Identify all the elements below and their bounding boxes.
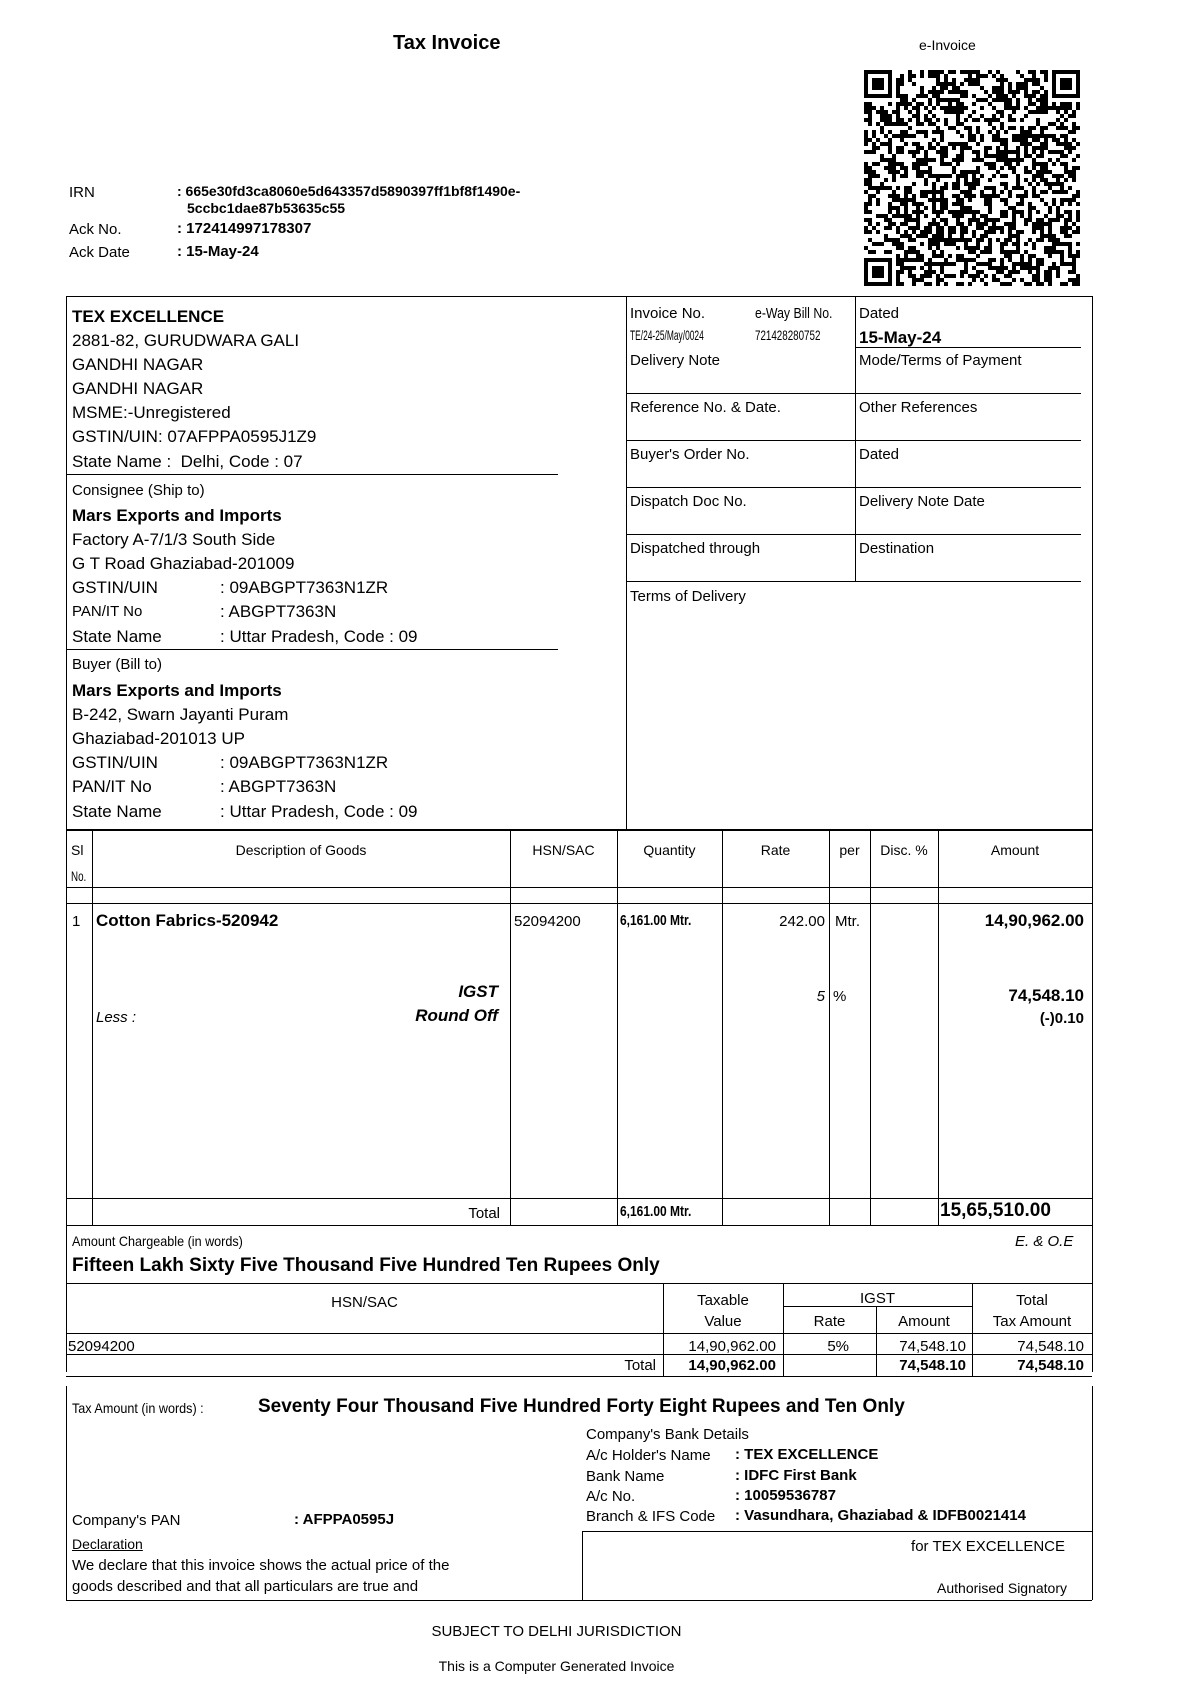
dispatched-through-label: Dispatched through bbox=[630, 540, 761, 557]
tax-total-header-2: Tax Amount bbox=[992, 1313, 1072, 1330]
buyer-address: B-242, Swarn Jayanti Puram bbox=[72, 705, 289, 724]
mode-terms-label: Mode/Terms of Payment bbox=[859, 352, 1022, 369]
tax-total-taxable: 14,90,962.00 bbox=[688, 1357, 776, 1374]
dated-value: 15-May-24 bbox=[859, 328, 942, 347]
tax-taxable-header: Taxable bbox=[697, 1292, 749, 1309]
col-description-header: Description of Goods bbox=[235, 842, 367, 858]
col-rate-header: Rate bbox=[760, 842, 791, 858]
seller-gstin: GSTIN/UIN: 07AFPPA0595J1Z9 bbox=[72, 427, 317, 446]
col-sl-header: Sl bbox=[71, 842, 84, 858]
igst-amount: 74,548.10 bbox=[1008, 986, 1084, 1005]
item-per: Mtr. bbox=[835, 913, 860, 930]
bank-name-value: : IDFC First Bank bbox=[735, 1467, 857, 1484]
igst-label: IGST bbox=[458, 982, 498, 1001]
buyer-pan-value: : ABGPT7363N bbox=[220, 777, 337, 796]
eoe-label: E. & O.E bbox=[1015, 1233, 1074, 1250]
tax-row-rate: 5% bbox=[827, 1338, 849, 1355]
col-quantity-header: Quantity bbox=[643, 842, 696, 858]
account-no-label: A/c No. bbox=[586, 1488, 636, 1505]
buyer-address: Ghaziabad-201013 UP bbox=[72, 729, 245, 748]
item-description: Cotton Fabrics-520942 bbox=[96, 911, 279, 930]
dated-label: Dated bbox=[859, 305, 900, 322]
less-label: Less : bbox=[96, 1009, 137, 1026]
einvoice-label: e-Invoice bbox=[919, 37, 976, 53]
consignee-address: G T Road Ghaziabad-201009 bbox=[72, 554, 295, 573]
irn-label: IRN bbox=[69, 184, 95, 201]
seller-line: GANDHI NAGAR bbox=[72, 355, 204, 374]
tax-igst-header: IGST bbox=[859, 1290, 895, 1307]
bank-details-heading: Company's Bank Details bbox=[586, 1426, 749, 1443]
item-hsn: 52094200 bbox=[514, 913, 581, 930]
seller-state: State Name : Delhi, Code : 07 bbox=[72, 452, 303, 471]
authorised-signatory-label: Authorised Signatory bbox=[937, 1580, 1067, 1596]
igst-rate: 5 bbox=[816, 988, 825, 1005]
tax-row-total: 74,548.10 bbox=[1017, 1338, 1084, 1355]
tax-hsn-header: HSN/SAC bbox=[331, 1294, 398, 1311]
company-pan-label: Company's PAN bbox=[72, 1512, 181, 1529]
branch-ifs-label: Branch & IFS Code bbox=[586, 1508, 716, 1525]
invoice-no-value: TE/24-25/May/0024 bbox=[630, 327, 704, 343]
qr-code bbox=[864, 70, 1080, 286]
order-dated-label: Dated bbox=[859, 446, 900, 463]
items-total-label: Total bbox=[468, 1205, 500, 1222]
account-no-value: : 10059536787 bbox=[735, 1487, 836, 1504]
tax-total-total: 74,548.10 bbox=[1017, 1357, 1084, 1374]
company-pan-value: : AFPPA0595J bbox=[294, 1511, 395, 1528]
col-disc-header: Disc. % bbox=[880, 842, 928, 858]
amount-words-label: Amount Chargeable (in words) bbox=[72, 1233, 243, 1249]
round-off-amount: (-)0.10 bbox=[1039, 1010, 1084, 1027]
declaration-text: We declare that this invoice shows the actual price of the bbox=[72, 1557, 450, 1574]
col-amount-header: Amount bbox=[990, 842, 1040, 858]
ack-date-value: : 15-May-24 bbox=[177, 243, 259, 260]
declaration-heading: Declaration bbox=[72, 1536, 143, 1552]
bank-holder-label: A/c Holder's Name bbox=[586, 1447, 711, 1464]
tax-taxable-header-2: Value bbox=[704, 1313, 742, 1330]
seller-name: TEX EXCELLENCE bbox=[72, 307, 225, 326]
buyer-heading: Buyer (Bill to) bbox=[72, 656, 163, 673]
tax-amount-header: Amount bbox=[898, 1313, 950, 1330]
tax-row-hsn: 52094200 bbox=[68, 1338, 135, 1355]
seller-line: 2881-82, GURUDWARA GALI bbox=[72, 331, 300, 350]
bank-name-label: Bank Name bbox=[586, 1468, 665, 1485]
consignee-gstin-value: : 09ABGPT7363N1ZR bbox=[220, 578, 389, 597]
tax-total-label: Total bbox=[624, 1357, 656, 1374]
items-total-amount: 15,65,510.00 bbox=[940, 1200, 1051, 1221]
item-quantity: 6,161.00 Mtr. bbox=[620, 912, 692, 929]
consignee-state-value: : Uttar Pradesh, Code : 09 bbox=[220, 627, 418, 646]
seller-line: GANDHI NAGAR bbox=[72, 379, 204, 398]
buyer-gstin-value: : 09ABGPT7363N1ZR bbox=[220, 753, 389, 772]
consignee-gstin-label: GSTIN/UIN bbox=[72, 578, 158, 597]
buyer-name: Mars Exports and Imports bbox=[72, 681, 282, 700]
bank-holder-value: : TEX EXCELLENCE bbox=[735, 1446, 879, 1463]
eway-bill-label: e-Way Bill No. bbox=[755, 305, 833, 322]
consignee-name: Mars Exports and Imports bbox=[72, 506, 282, 525]
seller-line: MSME:-Unregistered bbox=[72, 403, 231, 422]
col-per-header: per bbox=[839, 842, 860, 858]
computer-generated-text: This is a Computer Generated Invoice bbox=[438, 1658, 675, 1674]
reference-label: Reference No. & Date. bbox=[630, 399, 781, 416]
delivery-note-label: Delivery Note bbox=[630, 352, 721, 369]
dispatch-doc-label: Dispatch Doc No. bbox=[630, 493, 747, 510]
tax-row-amount: 74,548.10 bbox=[899, 1338, 966, 1355]
tax-total-amount: 74,548.10 bbox=[899, 1357, 966, 1374]
destination-label: Destination bbox=[859, 540, 935, 557]
declaration-text: goods described and that all particulars are true and bbox=[72, 1578, 419, 1595]
tax-row-taxable: 14,90,962.00 bbox=[688, 1338, 776, 1355]
item-rate: 242.00 bbox=[779, 913, 825, 930]
branch-ifs-value: : Vasundhara, Ghaziabad & IDFB0021414 bbox=[735, 1507, 1026, 1524]
buyer-gstin-label: GSTIN/UIN bbox=[72, 753, 158, 772]
eway-bill-value: 721428280752 bbox=[755, 327, 821, 343]
igst-percent: % bbox=[833, 988, 847, 1005]
consignee-pan-label: PAN/IT No bbox=[72, 603, 143, 620]
ack-no-value: : 172414997178307 bbox=[177, 220, 312, 237]
irn-value-line1: : 665e30fd3ca8060e5d643357d5890397ff1bf8f1490e- bbox=[177, 183, 521, 199]
consignee-state-label: State Name bbox=[72, 627, 162, 646]
other-references-label: Other References bbox=[859, 399, 978, 416]
buyer-pan-label: PAN/IT No bbox=[72, 777, 152, 796]
tax-rate-header: Rate bbox=[813, 1313, 846, 1330]
round-off-label: Round Off bbox=[415, 1006, 498, 1025]
tax-total-header: Total bbox=[1016, 1292, 1048, 1309]
item-amount: 14,90,962.00 bbox=[984, 911, 1084, 930]
invoice-no-label: Invoice No. bbox=[630, 305, 706, 322]
buyer-state-value: : Uttar Pradesh, Code : 09 bbox=[220, 802, 418, 821]
amount-in-words: Fifteen Lakh Sixty Five Thousand Five Hundred Ten Rupees Only bbox=[72, 1255, 660, 1276]
terms-delivery-label: Terms of Delivery bbox=[630, 588, 746, 605]
consignee-heading: Consignee (Ship to) bbox=[72, 482, 205, 499]
delivery-note-date-label: Delivery Note Date bbox=[859, 493, 985, 510]
tax-amount-in-words: Seventy Four Thousand Five Hundred Forty Eight Rupees and Ten Only bbox=[258, 1396, 905, 1417]
consignee-address: Factory A-7/1/3 South Side bbox=[72, 530, 276, 549]
ack-date-label: Ack Date bbox=[69, 244, 130, 261]
buyers-order-label: Buyer's Order No. bbox=[630, 446, 750, 463]
items-total-quantity: 6,161.00 Mtr. bbox=[620, 1203, 692, 1220]
ack-no-label: Ack No. bbox=[69, 221, 122, 238]
consignee-pan-value: : ABGPT7363N bbox=[220, 602, 337, 621]
jurisdiction-text: SUBJECT TO DELHI JURISDICTION bbox=[431, 1623, 682, 1640]
item-sl: 1 bbox=[72, 913, 81, 930]
col-sl-header-2: No. bbox=[71, 868, 87, 884]
for-company-label: for TEX EXCELLENCE bbox=[911, 1538, 1065, 1555]
col-hsn-header: HSN/SAC bbox=[532, 842, 595, 858]
tax-words-label: Tax Amount (in words) : bbox=[72, 1400, 204, 1416]
irn-value-line2: 5ccbc1dae87b53635c55 bbox=[187, 200, 346, 216]
invoice-title: Tax Invoice bbox=[393, 32, 501, 54]
buyer-state-label: State Name bbox=[72, 802, 162, 821]
